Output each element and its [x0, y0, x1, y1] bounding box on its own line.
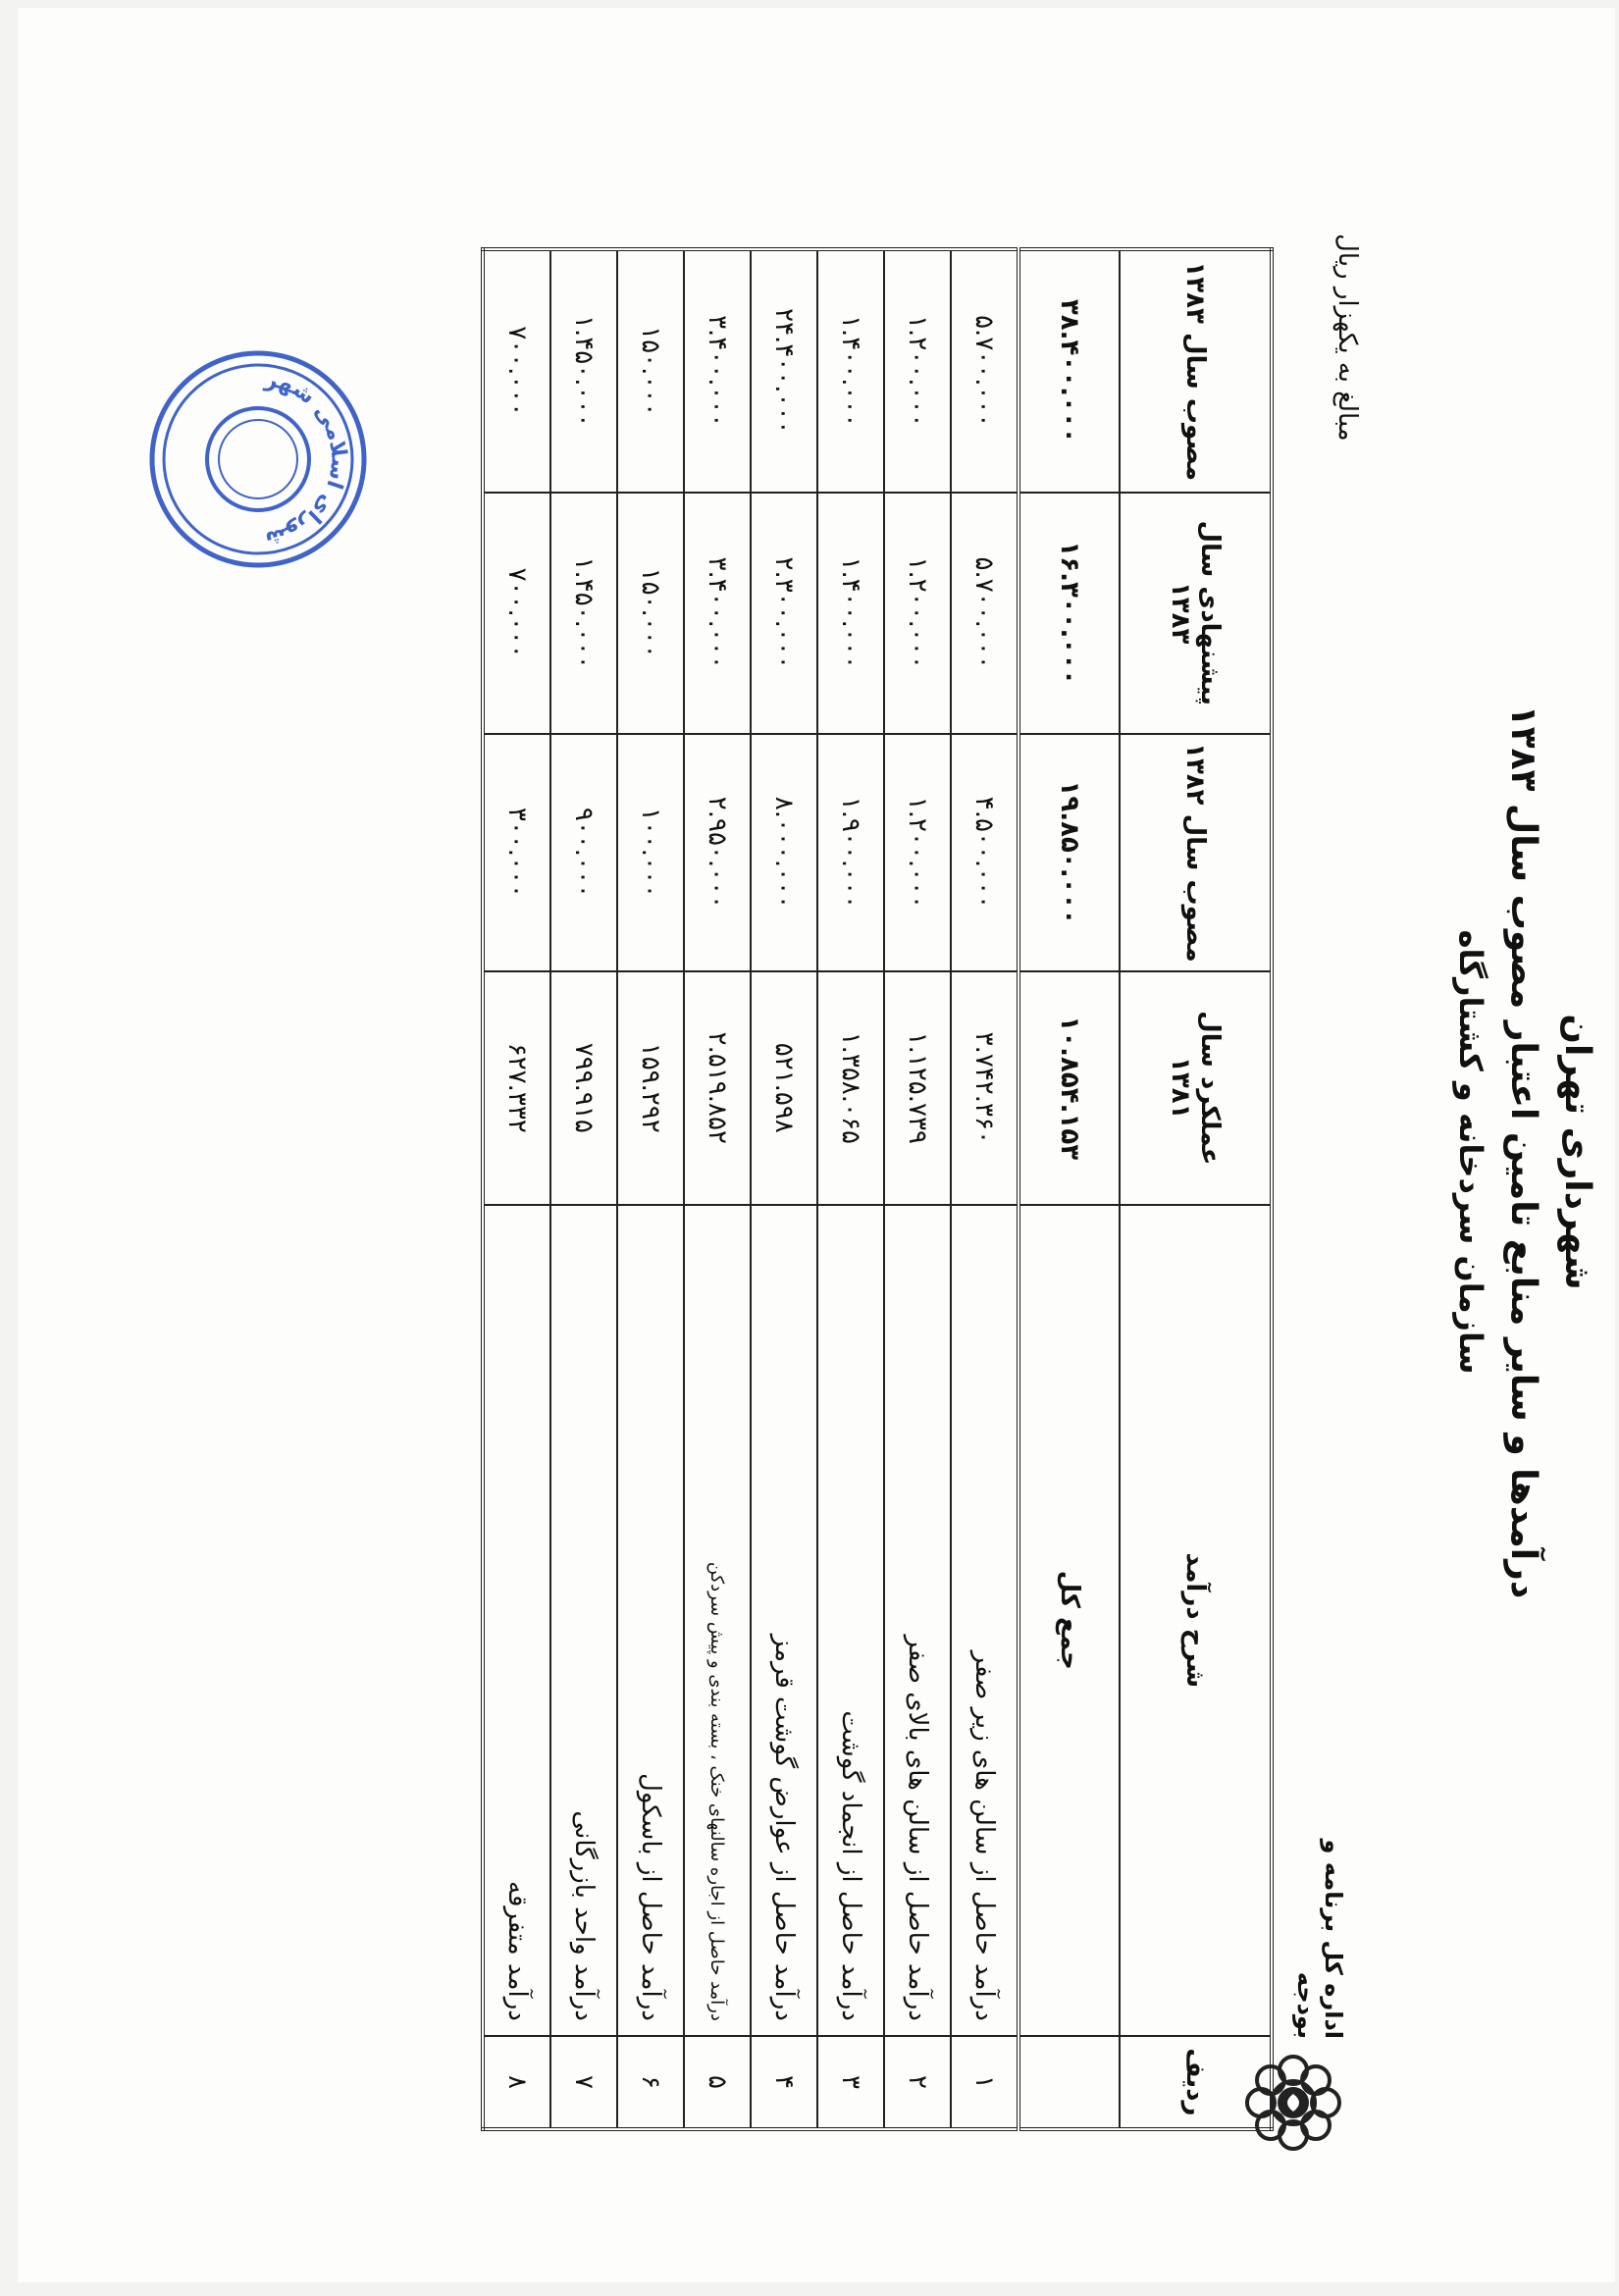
row-approved-1383: ۷۰۰.۰۰۰	[483, 249, 550, 493]
row-description: درآمد حاصل از سالن های بالای صفر	[884, 1205, 951, 2036]
row-number: ۸	[483, 2036, 550, 2129]
header-row-number: ردیف	[1120, 2036, 1272, 2129]
row-performance-1381: ۶۲۷.۳۳۲	[483, 971, 550, 1205]
row-performance-1381: ۱.۳۵۸.۰۶۵	[817, 971, 884, 1205]
row-approved-1383: ۲۴.۴۰۰.۰۰۰	[751, 249, 817, 493]
row-proposed-1383: ۱.۴۵۰.۰۰۰	[550, 493, 617, 734]
row-description: درآمد حاصل از عوارض گوشت قرمز	[751, 1205, 817, 2036]
header-proposed-1383: پیشنهادی سال ۱۳۸۳	[1120, 493, 1272, 734]
row-description: درآمد حاصل از سالن های زیر صفر	[951, 1205, 1018, 2036]
council-stamp-icon	[145, 346, 371, 572]
rotated-sheet	[18, 8, 1619, 2296]
row-performance-1381: ۱۵۹.۲۹۲	[617, 971, 684, 1205]
row-approved-1383: ۵.۷۰۰.۰۰۰	[951, 249, 1018, 493]
row-approved-1382: ۱.۲۰۰.۰۰۰	[884, 734, 951, 971]
row-performance-1381: ۲.۵۱۹.۸۵۲	[684, 971, 751, 1205]
row-proposed-1383: ۵.۷۰۰.۰۰۰	[951, 493, 1018, 734]
total-approved-1383: ۳۸.۴۰۰.۰۰۰	[1018, 249, 1120, 493]
row-proposed-1383: ۱.۲۰۰.۰۰۰	[884, 493, 951, 734]
total-label: جمع کل	[1018, 1205, 1120, 2036]
total-row	[1018, 249, 1120, 2129]
table-row	[751, 249, 817, 2129]
document-header	[1452, 8, 1597, 2296]
row-approved-1382: ۳۰۰.۰۰۰	[483, 734, 550, 971]
row-approved-1382: ۱۰۰.۰۰۰	[617, 734, 684, 971]
office-name: اداره کل برنامه و بودجه	[1292, 1839, 1347, 2039]
table-row	[951, 249, 1018, 2129]
table-row	[483, 249, 550, 2129]
header-subtitle: درآمدها و سایر منابع تامین اعتبار مصوب سال ۱۳۸۳	[1503, 704, 1543, 1599]
row-performance-1381: ۳.۷۴۲.۳۶۰	[951, 971, 1018, 1205]
row-proposed-1383: ۲.۳۰۰.۰۰۰	[751, 493, 817, 734]
row-number: ۴	[751, 2036, 817, 2129]
row-proposed-1383: ۱۵۰.۰۰۰	[617, 493, 684, 734]
scanned-page	[18, 8, 1615, 2282]
row-approved-1383: ۳.۴۰۰.۰۰۰	[684, 249, 751, 493]
total-performance-1381: ۱۰.۸۵۴.۱۵۳	[1018, 971, 1120, 1205]
row-number: ۱	[951, 2036, 1018, 2129]
row-description: درآمد متفرقه	[483, 1205, 550, 2036]
row-number: ۵	[684, 2036, 751, 2129]
row-number: ۲	[884, 2036, 951, 2129]
row-approved-1383: ۱.۴۵۰.۰۰۰	[550, 249, 617, 493]
row-performance-1381: ۱.۱۲۵.۷۳۹	[884, 971, 951, 1205]
row-description: درآمد واحد بازرگانی	[550, 1205, 617, 2036]
total-row-number	[1018, 2036, 1120, 2129]
total-proposed-1383: ۱۶.۳۰۰.۰۰۰	[1018, 493, 1120, 734]
header-approved-1382: مصوب سال ۱۳۸۲	[1120, 734, 1272, 971]
row-number: ۷	[550, 2036, 617, 2129]
header-title: شهرداری تهران	[1557, 1014, 1597, 1290]
header-organization: سازمان سردخانه و کشتارگاه	[1452, 929, 1489, 1375]
table-row	[550, 249, 617, 2129]
table-row	[684, 249, 751, 2129]
row-performance-1381: ۵۲۱.۵۹۸	[751, 971, 817, 1205]
header-performance-1381: عملکرد سال ۱۳۸۱	[1120, 971, 1272, 1205]
unit-note: مبالغ به یکهزار ریال	[1332, 234, 1362, 442]
row-number: ۶	[617, 2036, 684, 2129]
row-approved-1383: ۱.۴۰۰.۰۰۰	[817, 249, 884, 493]
svg-text:شورای اسلامی شهر: شورای اسلامی شهر	[262, 367, 351, 552]
row-description: درآمد حاصل از انجماد گوشت	[817, 1205, 884, 2036]
row-approved-1383: ۱۵۰.۰۰۰	[617, 249, 684, 493]
row-proposed-1383: ۳.۴۰۰.۰۰۰	[684, 493, 751, 734]
row-approved-1382: ۲.۹۵۰.۰۰۰	[684, 734, 751, 971]
row-proposed-1383: ۷۰۰.۰۰۰	[483, 493, 550, 734]
row-approved-1382: ۹۰۰.۰۰۰	[550, 734, 617, 971]
row-approved-1383: ۱.۲۰۰.۰۰۰	[884, 249, 951, 493]
row-description: درآمد حاصل از اجاره سالنهای خنک ، بسته بندی و پیش سردکن	[684, 1205, 751, 2036]
row-number: ۳	[817, 2036, 884, 2129]
row-approved-1382: ۱.۹۰۰.۰۰۰	[817, 734, 884, 971]
row-description: درآمد حاصل از باسکول	[617, 1205, 684, 2036]
header-description: شرح درآمد	[1120, 1205, 1272, 2036]
row-proposed-1383: ۱.۴۰۰.۰۰۰	[817, 493, 884, 734]
row-performance-1381: ۷۹۹.۹۱۵	[550, 971, 617, 1205]
header-approved-1383: مصوب سال ۱۳۸۳	[1120, 249, 1272, 493]
table-row	[617, 249, 684, 2129]
table-row	[884, 249, 951, 2129]
table-row	[817, 249, 884, 2129]
row-approved-1382: ۴.۵۰۰.۰۰۰	[951, 734, 1018, 971]
row-approved-1382: ۸.۰۰۰.۰۰۰	[751, 734, 817, 971]
budget-table	[481, 247, 1274, 2131]
table-header-row	[1120, 249, 1272, 2129]
total-approved-1382: ۱۹.۸۵۰.۰۰۰	[1018, 734, 1120, 971]
